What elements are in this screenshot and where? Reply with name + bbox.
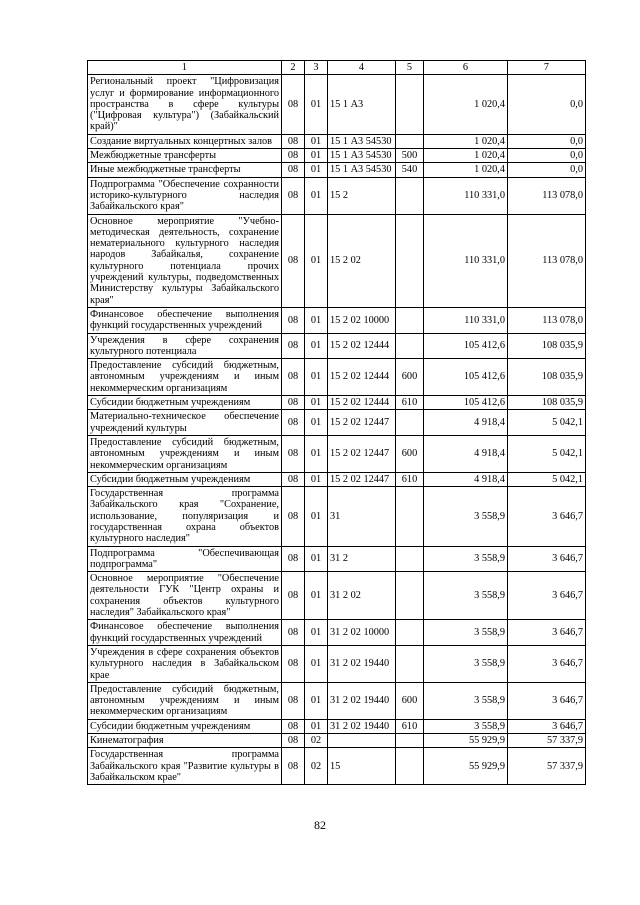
expense-type-cell xyxy=(396,487,424,546)
table-row xyxy=(88,682,586,719)
item-name-cell: Учреждения в сфере сохранения объектов культурного наследия в Забайкальском крае xyxy=(88,645,282,682)
column-header: 5 xyxy=(396,61,424,75)
column-header: 2 xyxy=(282,61,305,75)
amount-col6-cell: 4 918,4 xyxy=(424,472,508,486)
target-article-cell: 31 2 02 19440 xyxy=(328,645,396,682)
amount-col6-cell: 3 558,9 xyxy=(424,572,508,620)
table-row xyxy=(88,546,586,572)
section-code-cell: 08 xyxy=(282,134,305,148)
amount-col6-cell: 105 412,6 xyxy=(424,396,508,410)
expense-type-cell: 600 xyxy=(396,359,424,396)
expense-type-cell xyxy=(396,333,424,359)
target-article-cell: 15 2 02 12447 xyxy=(328,472,396,486)
item-name-cell: Предоставление субсидий бюджетным, автономным учреждениям и иным некоммерческим организациям xyxy=(88,359,282,396)
amount-col7-cell: 5 042,1 xyxy=(508,435,586,472)
expense-type-cell xyxy=(396,572,424,620)
column-header: 7 xyxy=(508,61,586,75)
expense-type-cell xyxy=(396,645,424,682)
section-code-cell: 08 xyxy=(282,333,305,359)
amount-col6-cell: 1 020,4 xyxy=(424,75,508,134)
amount-col7-cell: 108 035,9 xyxy=(508,396,586,410)
item-name-cell: Финансовое обеспечение выполнения функций государственных учреждений xyxy=(88,307,282,333)
table-row xyxy=(88,177,586,214)
amount-col6-cell: 1 020,4 xyxy=(424,134,508,148)
target-article-cell: 31 2 02 19440 xyxy=(328,719,396,733)
subsection-code-cell: 01 xyxy=(305,149,328,163)
amount-col6-cell: 3 558,9 xyxy=(424,719,508,733)
table-row xyxy=(88,435,586,472)
target-article-cell: 15 1 А3 54530 xyxy=(328,163,396,177)
amount-col7-cell: 3 646,7 xyxy=(508,620,586,646)
section-code-cell: 08 xyxy=(282,177,305,214)
amount-col6-cell: 55 929,9 xyxy=(424,748,508,785)
expense-type-cell xyxy=(396,177,424,214)
subsection-code-cell: 01 xyxy=(305,472,328,486)
amount-col6-cell: 4 918,4 xyxy=(424,410,508,436)
target-article-cell: 31 2 xyxy=(328,546,396,572)
section-code-cell: 08 xyxy=(282,435,305,472)
table-row xyxy=(88,645,586,682)
amount-col7-cell: 113 078,0 xyxy=(508,177,586,214)
section-code-cell: 08 xyxy=(282,307,305,333)
target-article-cell: 31 2 02 19440 xyxy=(328,682,396,719)
section-code-cell: 08 xyxy=(282,748,305,785)
amount-col7-cell: 108 035,9 xyxy=(508,359,586,396)
subsection-code-cell: 01 xyxy=(305,359,328,396)
item-name-cell: Основное мероприятие "Учебно-методическая деятельность, сохранение нематериального культурного наследия народов Забайкалья, сохранение культурного потенциала прочих учреждений культуры, подведомственных Министерству культуры Забайкальского края" xyxy=(88,214,282,307)
item-name-cell: Субсидии бюджетным учреждениям xyxy=(88,396,282,410)
item-name-cell: Субсидии бюджетным учреждениям xyxy=(88,472,282,486)
expense-type-cell: 600 xyxy=(396,682,424,719)
subsection-code-cell: 01 xyxy=(305,333,328,359)
column-header: 6 xyxy=(424,61,508,75)
amount-col6-cell: 3 558,9 xyxy=(424,645,508,682)
table-row xyxy=(88,719,586,733)
amount-col7-cell: 3 646,7 xyxy=(508,572,586,620)
expense-type-cell xyxy=(396,546,424,572)
amount-col7-cell: 0,0 xyxy=(508,134,586,148)
target-article-cell: 15 2 02 xyxy=(328,214,396,307)
expense-type-cell: 600 xyxy=(396,435,424,472)
amount-col7-cell: 3 646,7 xyxy=(508,719,586,733)
target-article-cell: 15 1 А3 xyxy=(328,75,396,134)
target-article-cell: 15 2 02 10000 xyxy=(328,307,396,333)
table-row xyxy=(88,487,586,546)
item-name-cell: Предоставление субсидий бюджетным, автономным учреждениям и иным некоммерческим организациям xyxy=(88,435,282,472)
amount-col6-cell: 110 331,0 xyxy=(424,214,508,307)
amount-col6-cell: 105 412,6 xyxy=(424,333,508,359)
table-row xyxy=(88,149,586,163)
amount-col7-cell: 113 078,0 xyxy=(508,214,586,307)
section-code-cell: 08 xyxy=(282,396,305,410)
item-name-cell: Межбюджетные трансферты xyxy=(88,149,282,163)
column-header: 4 xyxy=(328,61,396,75)
amount-col7-cell: 57 337,9 xyxy=(508,734,586,748)
subsection-code-cell: 01 xyxy=(305,682,328,719)
item-name-cell: Основное мероприятие "Обеспечение деятельности ГУК "Центр охраны и сохранения объектов культурного наследия" Забайкальского края" xyxy=(88,572,282,620)
subsection-code-cell: 01 xyxy=(305,214,328,307)
section-code-cell: 08 xyxy=(282,734,305,748)
amount-col6-cell: 3 558,9 xyxy=(424,546,508,572)
section-code-cell: 08 xyxy=(282,487,305,546)
table-header-row xyxy=(88,61,586,75)
section-code-cell: 08 xyxy=(282,410,305,436)
column-header: 1 xyxy=(88,61,282,75)
section-code-cell: 08 xyxy=(282,546,305,572)
subsection-code-cell: 01 xyxy=(305,134,328,148)
expense-type-cell xyxy=(396,410,424,436)
subsection-code-cell: 01 xyxy=(305,620,328,646)
subsection-code-cell: 02 xyxy=(305,734,328,748)
amount-col7-cell: 3 646,7 xyxy=(508,487,586,546)
amount-col6-cell: 110 331,0 xyxy=(424,177,508,214)
amount-col7-cell: 0,0 xyxy=(508,149,586,163)
amount-col7-cell: 5 042,1 xyxy=(508,410,586,436)
table-row xyxy=(88,333,586,359)
amount-col6-cell: 110 331,0 xyxy=(424,307,508,333)
section-code-cell: 08 xyxy=(282,472,305,486)
item-name-cell: Предоставление субсидий бюджетным, автономным учреждениям и иным некоммерческим организациям xyxy=(88,682,282,719)
section-code-cell: 08 xyxy=(282,572,305,620)
page-number: 82 xyxy=(314,818,326,832)
target-article-cell: 15 2 02 12444 xyxy=(328,396,396,410)
expense-type-cell: 540 xyxy=(396,163,424,177)
amount-col6-cell: 3 558,9 xyxy=(424,487,508,546)
item-name-cell: Учреждения в сфере сохранения культурного потенциала xyxy=(88,333,282,359)
target-article-cell: 31 xyxy=(328,487,396,546)
item-name-cell: Финансовое обеспечение выполнения функций государственных учреждений xyxy=(88,620,282,646)
section-code-cell: 08 xyxy=(282,359,305,396)
expense-type-cell xyxy=(396,75,424,134)
subsection-code-cell: 01 xyxy=(305,177,328,214)
section-code-cell: 08 xyxy=(282,682,305,719)
table-row xyxy=(88,163,586,177)
expense-type-cell: 500 xyxy=(396,149,424,163)
expense-type-cell: 610 xyxy=(396,719,424,733)
amount-col7-cell: 3 646,7 xyxy=(508,682,586,719)
table-row xyxy=(88,572,586,620)
amount-col7-cell: 0,0 xyxy=(508,163,586,177)
section-code-cell: 08 xyxy=(282,645,305,682)
table-row xyxy=(88,748,586,785)
section-code-cell: 08 xyxy=(282,149,305,163)
section-code-cell: 08 xyxy=(282,620,305,646)
target-article-cell: 15 1 А3 54530 xyxy=(328,134,396,148)
target-article-cell: 31 2 02 xyxy=(328,572,396,620)
column-header: 3 xyxy=(305,61,328,75)
target-article-cell: 15 2 02 12447 xyxy=(328,410,396,436)
expense-type-cell xyxy=(396,734,424,748)
expense-type-cell xyxy=(396,307,424,333)
amount-col7-cell: 3 646,7 xyxy=(508,645,586,682)
expense-type-cell xyxy=(396,748,424,785)
expense-type-cell: 610 xyxy=(396,472,424,486)
amount-col6-cell: 3 558,9 xyxy=(424,620,508,646)
subsection-code-cell: 01 xyxy=(305,410,328,436)
amount-col6-cell: 3 558,9 xyxy=(424,682,508,719)
amount-col6-cell: 55 929,9 xyxy=(424,734,508,748)
subsection-code-cell: 01 xyxy=(305,546,328,572)
table-row xyxy=(88,134,586,148)
table-row xyxy=(88,734,586,748)
item-name-cell: Иные межбюджетные трансферты xyxy=(88,163,282,177)
table-row xyxy=(88,307,586,333)
expense-type-cell: 610 xyxy=(396,396,424,410)
target-article-cell: 15 1 А3 54530 xyxy=(328,149,396,163)
subsection-code-cell: 01 xyxy=(305,435,328,472)
amount-col7-cell: 5 042,1 xyxy=(508,472,586,486)
target-article-cell: 15 xyxy=(328,748,396,785)
budget-table xyxy=(87,60,586,785)
target-article-cell: 31 2 02 10000 xyxy=(328,620,396,646)
table-row xyxy=(88,410,586,436)
item-name-cell: Государственная программа Забайкальского края "Развитие культуры в Забайкальском крае" xyxy=(88,748,282,785)
table-row xyxy=(88,214,586,307)
item-name-cell: Государственная программа Забайкальского края "Сохранение, использование, популяризация и государственная охрана объектов культурного наследия" xyxy=(88,487,282,546)
amount-col6-cell: 105 412,6 xyxy=(424,359,508,396)
section-code-cell: 08 xyxy=(282,163,305,177)
amount-col6-cell: 4 918,4 xyxy=(424,435,508,472)
target-article-cell: 15 2 02 12444 xyxy=(328,333,396,359)
subsection-code-cell: 01 xyxy=(305,163,328,177)
amount-col7-cell: 0,0 xyxy=(508,75,586,134)
item-name-cell: Создание виртуальных концертных залов xyxy=(88,134,282,148)
subsection-code-cell: 01 xyxy=(305,307,328,333)
amount-col7-cell: 113 078,0 xyxy=(508,307,586,333)
expense-type-cell xyxy=(396,214,424,307)
subsection-code-cell: 01 xyxy=(305,719,328,733)
amount-col7-cell: 57 337,9 xyxy=(508,748,586,785)
target-article-cell: 15 2 xyxy=(328,177,396,214)
table-row xyxy=(88,75,586,134)
amount-col6-cell: 1 020,4 xyxy=(424,163,508,177)
item-name-cell: Подпрограмма "Обеспечивающая подпрограмма" xyxy=(88,546,282,572)
section-code-cell: 08 xyxy=(282,719,305,733)
subsection-code-cell: 02 xyxy=(305,748,328,785)
table-row xyxy=(88,359,586,396)
target-article-cell: 15 2 02 12444 xyxy=(328,359,396,396)
item-name-cell: Субсидии бюджетным учреждениям xyxy=(88,719,282,733)
target-article-cell xyxy=(328,734,396,748)
amount-col7-cell: 3 646,7 xyxy=(508,546,586,572)
table-row xyxy=(88,620,586,646)
section-code-cell: 08 xyxy=(282,75,305,134)
item-name-cell: Региональный проект "Цифровизация услуг и формирование информационного пространства в сфере культуры ("Цифровая культура") (Забайкальский край)" xyxy=(88,75,282,134)
item-name-cell: Подпрограмма "Обеспечение сохранности историко-культурного наследия Забайкальского края" xyxy=(88,177,282,214)
amount-col7-cell: 108 035,9 xyxy=(508,333,586,359)
subsection-code-cell: 01 xyxy=(305,645,328,682)
table-body xyxy=(88,75,586,785)
expense-type-cell xyxy=(396,620,424,646)
target-article-cell: 15 2 02 12447 xyxy=(328,435,396,472)
subsection-code-cell: 01 xyxy=(305,75,328,134)
item-name-cell: Кинематография xyxy=(88,734,282,748)
item-name-cell: Материально-техническое обеспечение учреждений культуры xyxy=(88,410,282,436)
expense-type-cell xyxy=(396,134,424,148)
subsection-code-cell: 01 xyxy=(305,396,328,410)
subsection-code-cell: 01 xyxy=(305,572,328,620)
table-row xyxy=(88,472,586,486)
amount-col6-cell: 1 020,4 xyxy=(424,149,508,163)
subsection-code-cell: 01 xyxy=(305,487,328,546)
table-row xyxy=(88,396,586,410)
section-code-cell: 08 xyxy=(282,214,305,307)
